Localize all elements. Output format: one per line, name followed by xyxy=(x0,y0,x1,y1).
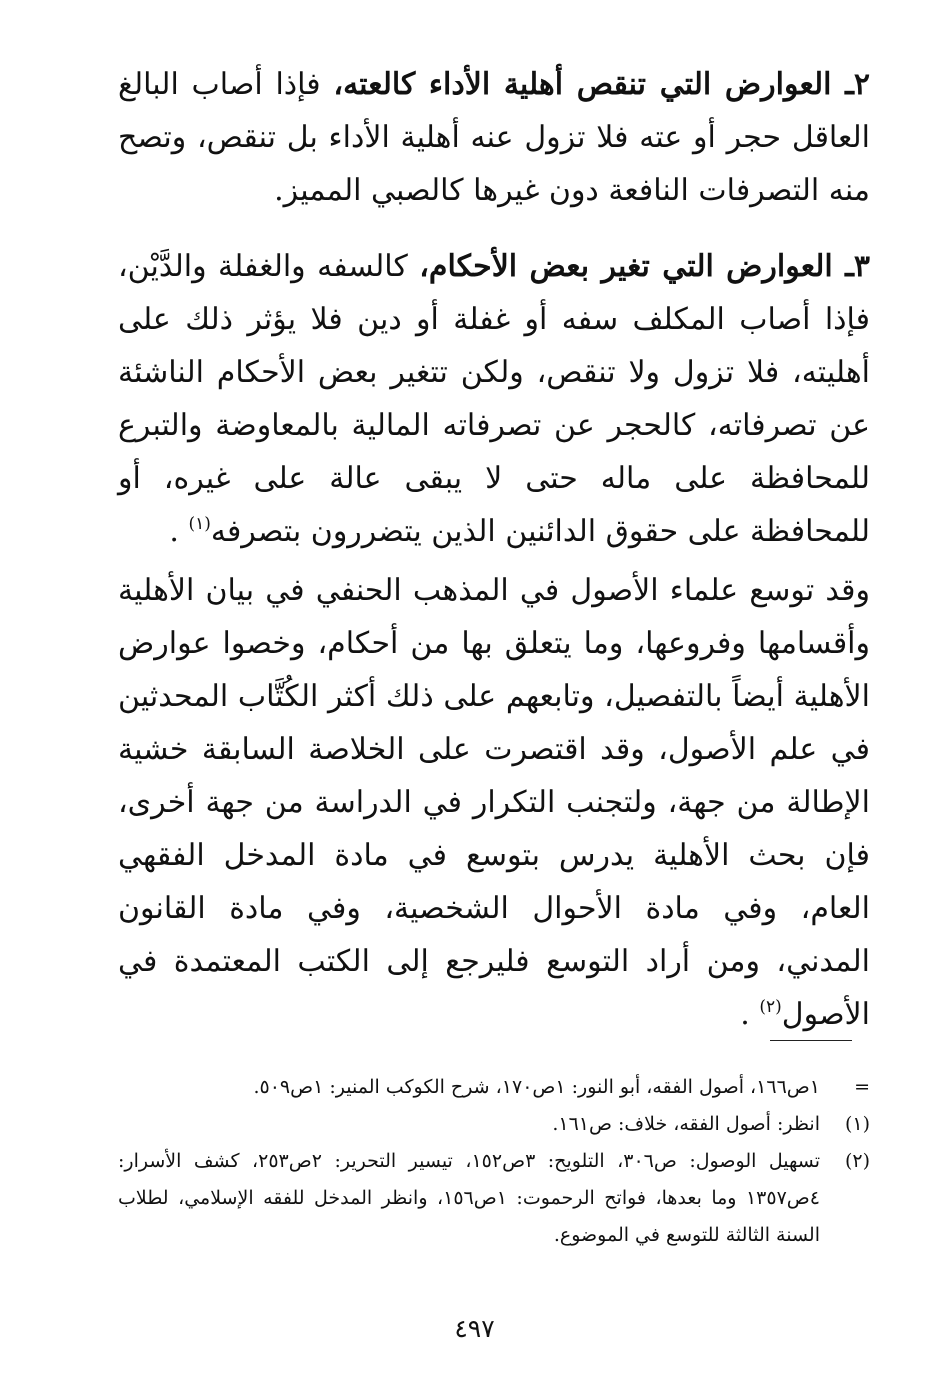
paragraph-1 xyxy=(118,58,870,217)
footnote-text: تسهيل الوصول: ص٣٠٦، التلويح: ٣ص١٥٢، تيسير التحرير: ٢ص٢٥٣، كشف الأسرار: ٤ص١٣٥٧ وما بعدها، فواتح الرحموت: ١ص١٥٦، وانظر المدخل للفقه الإسلامي، لطلاب السنة الثالثة للتوسع في الموضوع. xyxy=(118,1150,820,1246)
footnote-ref-1[interactable]: (١) xyxy=(188,514,211,534)
footnote-marker: (١) xyxy=(844,1113,870,1135)
footnote-continued xyxy=(118,1069,870,1106)
footnote-marker: (٢) xyxy=(844,1150,870,1172)
footnote-marker: = xyxy=(854,1076,870,1098)
footnote-1 xyxy=(118,1106,870,1143)
paragraph-2-heading: ٣ـ العوارض التي تغير بعض الأحكام، xyxy=(419,249,870,284)
paragraph-3-text: وقد توسع علماء الأصول في المذهب الحنفي في بيان الأهلية وأقسامها وفروعها، وما يتعلق بها من أحكام، وخصوا عوارض الأهلية أيضاً بالتفصيل، وتابعهم على ذلك أكثر الكُتَّاب المحدثين في علم الأصول، وقد اقتصرت على الخلاصة السابقة خشية الإطالة من جهة، ولتجنب التكرار في الدراسة من جهة أخرى، فإن بحث الأهلية يدرس بتوسع في مادة المدخل الفقهي العام، وفي مادة الأحوال الشخصية، وفي مادة القانون المدني، ومن أراد التوسع فليرجع إلى الكتب المعتمدة في الأصول xyxy=(118,573,871,1032)
footnotes xyxy=(118,1069,870,1254)
footnote-text: انظر: أصول الفقه، خلاف: ص١٦١. xyxy=(552,1113,820,1135)
footnote-separator xyxy=(770,1040,852,1041)
paragraph-2 xyxy=(118,240,870,558)
paragraph-1-text: فإذا أصاب البالغ العاقل حجر أو عته فلا تزول عنه أهلية الأداء بل تنقص، وتصح منه التصرفات النافعة دون غيرها كالصبي المميز. xyxy=(118,67,870,208)
paragraph-3 xyxy=(118,564,870,1041)
paragraph-2-tail: . xyxy=(169,514,189,549)
footnote-text: ١ص١٦٦، أصول الفقه، أبو النور: ١ص١٧٠، شرح الكوكب المنير: ١ص٥٠٩. xyxy=(253,1076,820,1098)
paragraph-1-heading: ٢ـ العوارض التي تنقص أهلية الأداء كالعته، xyxy=(333,67,870,102)
footnote-2 xyxy=(118,1143,870,1254)
footnote-ref-2[interactable]: (٢) xyxy=(759,997,782,1017)
paragraph-2-text: كالسفه والغفلة والدَّيْن، فإذا أصاب المكلف سفه أو غفلة أو دين فلا يؤثر ذلك على أهليته، فلا تزول ولا تنقص، ولكن تتغير بعض الأحكام الناشئة عن تصرفاته، كالحجر عن تصرفاته المالية بالمعاوضة والتبرع للمحافظة على ماله حتى لا يبقى عالة على غيره، أو للمحافظة على حقوق الدائنين الذين يتضررون بتصرفه xyxy=(118,249,870,549)
paragraph-3-tail: . xyxy=(740,997,760,1032)
page-number: ٤٩٧ xyxy=(454,1314,495,1343)
